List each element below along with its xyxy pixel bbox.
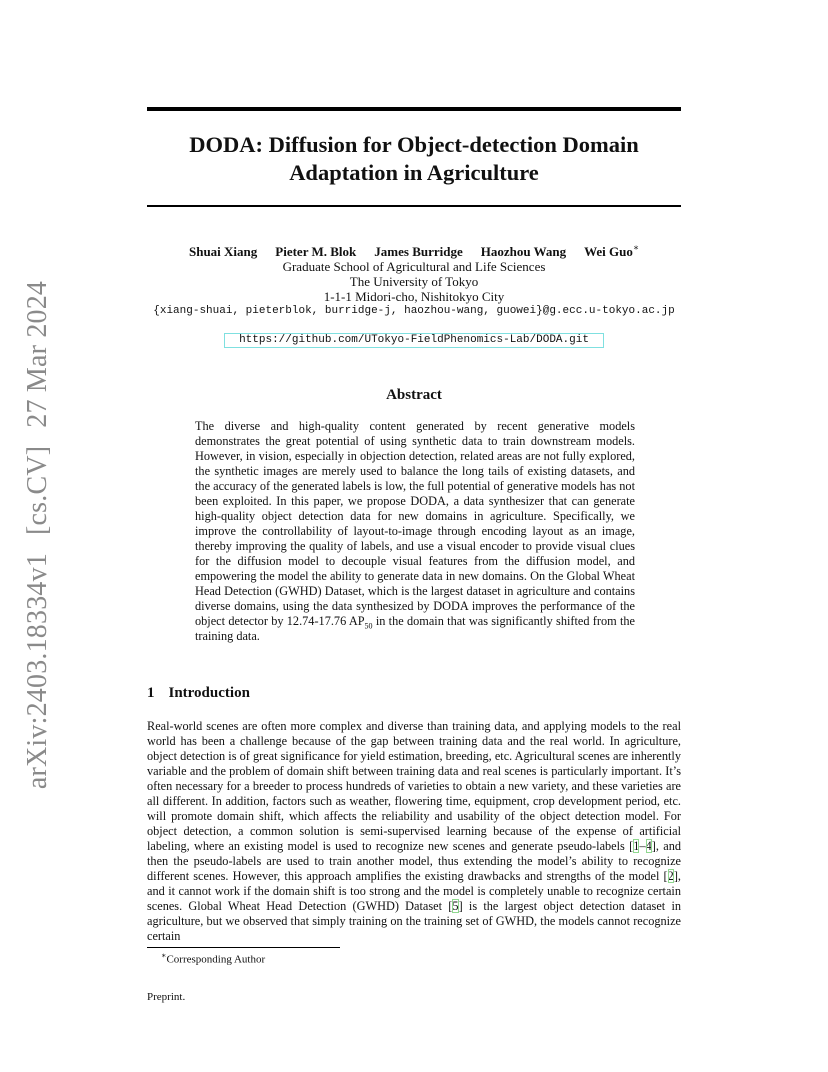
author-name: James Burridge	[374, 244, 463, 260]
section-number: 1	[147, 685, 155, 701]
section-heading	[147, 685, 250, 702]
footnote-text: Corresponding Author	[166, 953, 266, 966]
github-repo-link[interactable]: https://github.com/UTokyo-FieldPhenomics-Lab/DODA.git	[224, 333, 604, 348]
arxiv-identifier-stamp	[22, 263, 54, 789]
affiliation-school: Graduate School of Agricultural and Life Sciences	[282, 259, 546, 274]
author-emails: {xiang-shuai, pieterblok, burridge-j, haozhou-wang, guowei}@g.ecc.u-tokyo.ac.jp	[153, 305, 675, 317]
author-name: Haozhou Wang	[480, 244, 567, 260]
author-name: Shuai Xiang	[188, 244, 258, 260]
corresponding-author-mark: ∗	[632, 243, 640, 253]
author-name: Pieter M. Blok	[275, 244, 357, 260]
affiliation-university: The University of Tokyo	[349, 274, 479, 289]
footnote-rule	[147, 947, 340, 948]
arxiv-date: 27 Mar 2024	[22, 280, 53, 428]
abstract-body: The diverse and high-quality content generated by recent generative models demonstrates the great potential of using synthetic data to train downstream models. However, in vision, especially in objection detection, related areas are not fully explored, the synthetic images are merely used to balance the long tails of existing datasets, and the accuracy of the generated labels is low, the full potential of generative models has not been exploited. In this paper, we propose DODA, a data synthesizer that can generate high-quality object detection data for new domains in agriculture. Specifically, we improve the controllability of layout-to-image through encoding layout as an image, thereby improving the quality of labels, and use a visual encoder to provide visual clues for the diffusion model to decouple visual features from the diffusion model, and empowering the model the ability to generate data in new domains. On the Global Wheat Head Detection (GWHD) Dataset, which is the largest dataset in agriculture and contains diverse domains, using the data synthesized by DODA improves the performance of the object detector by 12.74-17.76 AP	[195, 419, 635, 628]
intro-text: , and it cannot work if the domain shift is too strong and the model is completely unable to recognize certain scenes. Global Wheat Head Detection (GWHD) Dataset	[147, 869, 681, 913]
ap-subscript: 50	[364, 621, 373, 631]
footnote	[161, 951, 265, 966]
abstract-heading: Abstract	[386, 387, 442, 403]
section-title: Introduction	[168, 685, 250, 701]
intro-text: , and then the pseudo-labels are used to train another model, thus extending the model’s ability to recognize different scenes. However, this approach amplifies the existing drawbacks and strengths of the model	[147, 839, 682, 883]
citation-link[interactable]: 4	[645, 839, 652, 853]
title-line-2: Adaptation in Agriculture	[289, 160, 539, 185]
author-list	[147, 243, 681, 260]
arxiv-id: arXiv:2403.18334v1	[22, 553, 53, 790]
citation-link[interactable]: 1	[633, 839, 640, 853]
preprint-label: Preprint.	[147, 991, 186, 1003]
title-top-rule	[147, 107, 681, 111]
citation-link[interactable]: 2	[667, 869, 674, 883]
intro-text: Real-world scenes are often more complex and diverse than training data, and applying models to the real world has been a challenge because of the gap between training data and the real world. In agriculture, object detection is of great significance for yield estimation, breeding, etc. Agricultural scenes are inherently variable and the problem of domain shift between training data and real scenes is particularly important. It’s often necessary for a breeder to process hundreds of varieties to obtain a new variety, and these varieties are all different. In addition, factors such as weather, flowering time, equipment, crop development period, etc. will promote domain shift, which affects the reliability and usability of the object detection model. For object detection, a common solution is semi-supervised learning because of the expense of artificial labeling, where an existing model is used to recognize new scenes and generate pseudo-labels	[147, 719, 681, 853]
citation-link[interactable]: 5	[452, 899, 459, 913]
introduction-paragraph: Real-world scenes are often more complex and diverse than training data, and applying models to the real world has been a challenge because of the gap between training data and the real world. In agriculture, object detection is of great significance for yield estimation, breeding, etc. Agricultural scenes are inherently variable and the problem of domain shift between training data and real scenes is particularly important. It’s often necessary for a breeder to process hundreds of varieties to obtain a new variety, and these varieties are all different. In addition, factors such as weather, flowering time, equipment, crop development period, etc. will promote domain shift, which affects the reliability and usability of the object detection model. For object detection, a common solution is semi-supervised learning because of the expense of artificial labeling, where an existing model is used to recognize new scenes and generate pseudo-labels [1–4], and then the pseudo-labels are used to train another model, thus extending the model’s ability to recognize different scenes. However, this approach amplifies the existing drawbacks and strengths of the model [2], and it cannot work if the domain shift is too strong and the model is completely unable to recognize certain scenes. Global Wheat Head Detection (GWHD) Dataset [5] is the largest object detection dataset in agriculture, but we observed that simply training on the training set of GWHD, the models cannot recognize certain	[147, 719, 682, 943]
paper-title	[147, 131, 681, 187]
intro-text: is the largest object detection dataset in agriculture, but we observed that simply training on the training set of GWHD, the models cannot recognize certain	[147, 899, 682, 943]
author-name: Wei Guo	[584, 244, 633, 260]
title-line-1: DODA: Diffusion for Object-detection Domain	[189, 132, 639, 157]
abstract-text	[195, 419, 635, 644]
abstract-body-end: in the domain that was significantly shifted from the training data.	[195, 614, 635, 643]
affiliation-address: 1-1-1 Midori-cho, Nishitokyo City	[323, 289, 505, 304]
arxiv-category: [cs.CV]	[22, 445, 53, 535]
title-bottom-rule	[147, 205, 681, 207]
author-name-corresponding	[584, 244, 639, 259]
citation-range-dash: –	[639, 839, 646, 853]
footnote-mark: ∗	[161, 951, 167, 960]
